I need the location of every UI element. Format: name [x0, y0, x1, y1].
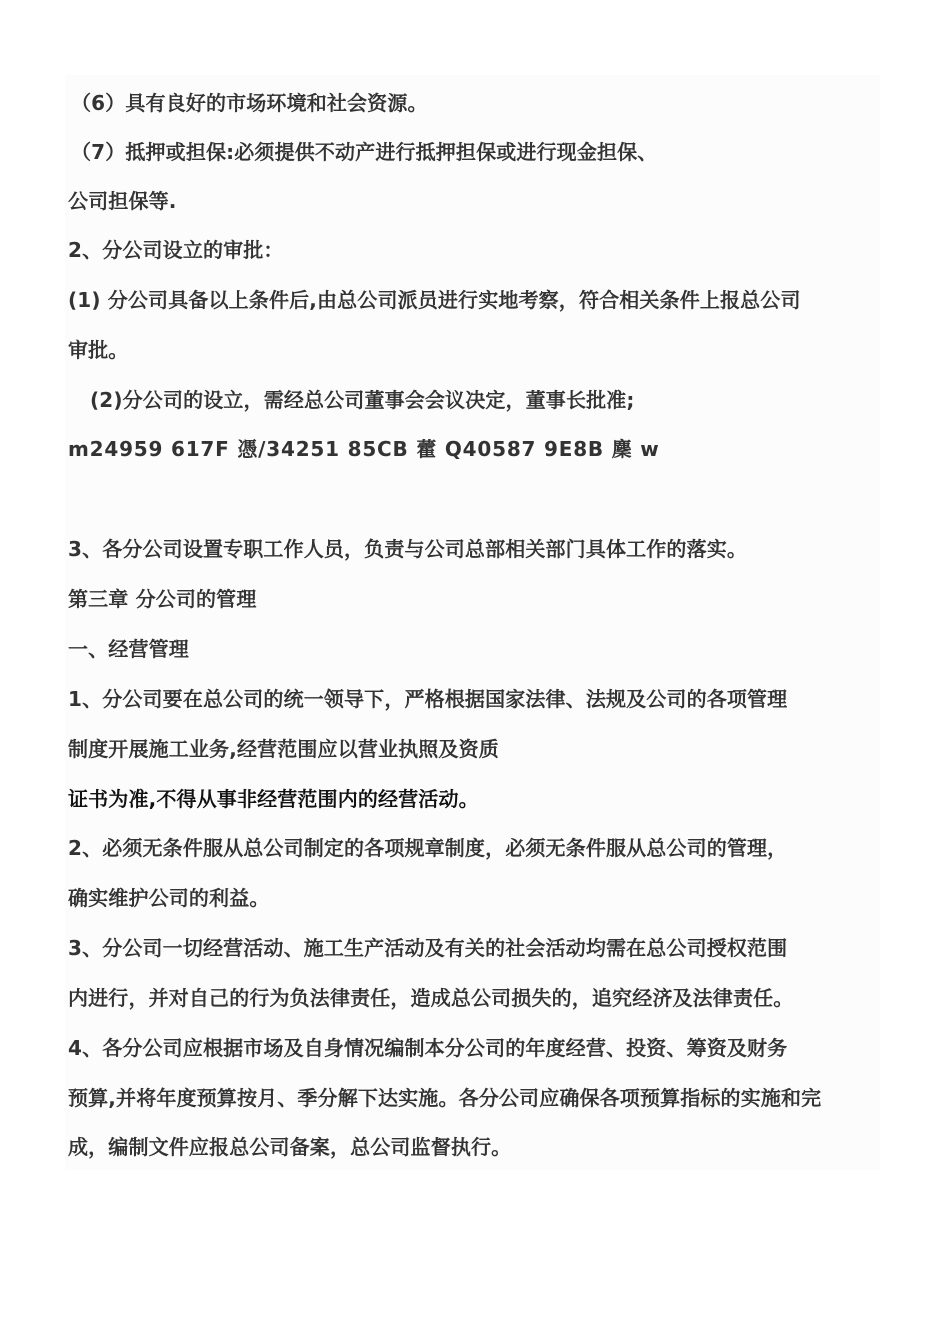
- paragraph-line-12: 1、分公司要在总公司的统一领导下，严格根据国家法律、法规及公司的各项管理: [68, 687, 788, 711]
- paragraph-line-9: 3、各分公司设置专职工作人员，负责与公司总部相关部门具体工作的落实。: [68, 537, 748, 561]
- paragraph-line-5: (1) 分公司具备以上条件后,由总公司派员进行实地考察，符合相关条件上报总公司: [68, 288, 801, 312]
- paragraph-line-16: 确实维护公司的利益。: [68, 886, 270, 910]
- paragraph-line-17: 3、分公司一切经营活动、施工生产活动及有关的社会活动均需在总公司授权范围: [68, 936, 788, 960]
- paragraph-line-1: （6）具有良好的市场环境和社会资源。: [71, 91, 428, 115]
- paragraph-line-6: 审批。: [68, 338, 129, 362]
- paragraph-line-18: 内进行，并对自己的行为负法律责任，造成总公司损失的，追究经济及法律责任。: [68, 986, 794, 1010]
- paragraph-line-15: 2、必须无条件服从总公司制定的各项规章制度，必须无条件服从总公司的管理，: [68, 836, 788, 860]
- paragraph-line-21: 成，编制文件应报总公司备案，总公司监督执行。: [68, 1135, 512, 1159]
- code-line: m24959 617F 憑/34251 85CB 藿 Q40587 9E8B 麇 w: [68, 437, 660, 461]
- paragraph-line-2: （7）抵押或担保:必须提供不动产进行抵押担保或进行现金担保、: [71, 140, 658, 164]
- paragraph-line-19: 4、各分公司应根据市场及自身情况编制本分公司的年度经营、投资、筹资及财务: [68, 1036, 788, 1060]
- paragraph-line-14: 证书为准,不得从事非经营范围内的经营活动。: [68, 787, 479, 811]
- document-page: [65, 75, 880, 1170]
- paragraph-line-3: 公司担保等.: [68, 189, 177, 213]
- paragraph-line-7: (2)分公司的设立，需经总公司董事会会议决定，董事长批准;: [90, 388, 635, 412]
- chapter-heading: 第三章 分公司的管理: [68, 587, 257, 611]
- paragraph-line-13: 制度开展施工业务,经营范围应以营业执照及资质: [68, 737, 499, 761]
- section-heading-approval: 2、分公司设立的审批：: [68, 238, 284, 262]
- section-heading-operations: 一、经营管理: [68, 637, 189, 661]
- paragraph-line-20: 预算,并将年度预算按月、季分解下达实施。各分公司应确保各项预算指标的实施和完: [68, 1086, 822, 1110]
